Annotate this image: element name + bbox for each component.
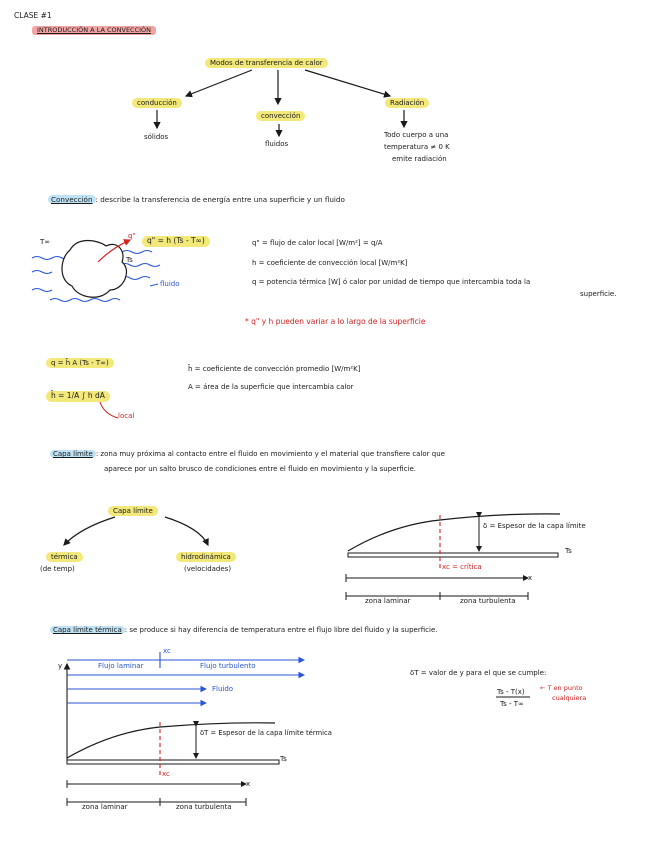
zona-laminar-2: zona laminar [82, 803, 128, 811]
xc-critica-label: xc = crítica [442, 563, 482, 571]
def-area: A = área de la superficie que intercambia calor [188, 383, 354, 391]
solidos-label: sólidos [144, 133, 169, 141]
intro-title: INTRODUCCIÓN A LA CONVECCIÓN [32, 26, 156, 35]
flujo-turbulento-label: Flujo turbulento [200, 662, 256, 670]
xc-plot2-label: xc [162, 770, 170, 778]
conveccion-definition [48, 196, 345, 204]
local-note: local [118, 412, 135, 420]
capa-limite-line-1: : zona muy próxima al contacto entre el fluido en movimiento y el material que transfiere calor que [95, 450, 445, 458]
ts-plot2-label: Ts [280, 755, 287, 763]
delta-t-definition: δT = valor de y para el que se cumple: [410, 669, 547, 677]
delta-t-label: δT = Espesor de la capa límite térmica [200, 729, 332, 737]
hidrodinamica-sub: (velocidades) [184, 565, 232, 573]
zona-turbulenta-2: zona turbulenta [176, 803, 232, 811]
capa-termica-text: : se produce si hay diferencia de temperatura entre el flujo libre del fluido y la superficie. [124, 626, 438, 634]
node-radiacion: Radiación [385, 98, 429, 108]
y-axis-label: y [58, 662, 63, 670]
capa-limite-line-2: aparece por un salto brusco de condiciones entre el fluido en movimiento y la superficie. [104, 465, 417, 473]
q-flux-label: q" [128, 232, 136, 240]
x-axis-label-2: x [246, 780, 251, 788]
termica-sub: (de temp) [40, 565, 75, 573]
capa-termica-term: Capa límite térmica [50, 626, 125, 634]
modes-root: Modos de transferencia de calor [205, 58, 328, 68]
convection-blob-figure [32, 240, 160, 302]
zona-turbulenta-1: zona turbulenta [460, 597, 516, 605]
t-punto-note-1: ← T en punto [540, 684, 583, 692]
t-punto-note-2: cualquiera [552, 694, 587, 702]
node-termica: térmica [46, 552, 83, 562]
capa-limite-term: Capa límite [50, 450, 96, 458]
class-title: CLASE #1 [14, 11, 52, 20]
ts-plot1-label: Ts [565, 547, 572, 555]
radiacion-text-1: Todo cuerpo a una [384, 131, 449, 139]
modes-tree-arrows [157, 70, 404, 136]
def-q-flux: q" = flujo de calor local [W/m²] = q/A [252, 239, 383, 247]
def-h-local: h = coeficiente de convección local [W/m²K] [252, 259, 408, 267]
fluido-label-1: fluido [160, 280, 180, 288]
def-q-power: q = potencia térmica [W] ó calor por unidad de tiempo que intercambia toda la [252, 278, 531, 286]
fraction-denominator: Ts - T∞ [500, 700, 524, 708]
capa-tree-root: Capa límite [108, 506, 158, 516]
red-note: * q" y h pueden variar a lo largo de la superficie [245, 317, 426, 326]
conveccion-def-text: : describe la transferencia de energía entre una superficie y un fluido [95, 195, 345, 204]
fluido-label-2: Fluido [212, 685, 234, 693]
radiacion-text-2: temperatura ≠ 0 K [384, 143, 450, 151]
node-hidrodinamica: hidrodinámica [176, 552, 236, 562]
zona-laminar-1: zona laminar [365, 597, 411, 605]
radiacion-text-3: emite radiación [392, 155, 447, 163]
local-arrow [100, 402, 118, 418]
fraction-numerator: Ts - T(x) [497, 688, 525, 696]
avg-heat-equation: q = h̄ A (Ts - T∞) [46, 358, 114, 368]
def-h-avg: h̄ = coeficiente de convección promedio [W/m²K] [188, 365, 361, 373]
t-inf-label: T∞ [40, 238, 51, 246]
capa-tree-arrows [64, 517, 208, 545]
avg-h-integral: h̄ = 1/A ∫ h dA [46, 391, 110, 402]
conveccion-term: Convección [48, 195, 96, 204]
x-axis-label-1: x [528, 574, 533, 582]
fluidos-label: fluidos [265, 140, 289, 148]
xc-top-label: xc [163, 647, 171, 655]
local-flux-equation: q" = h (Ts - T∞) [142, 236, 210, 247]
capa-limite-definition [50, 450, 445, 458]
node-conduccion: conducción [132, 98, 182, 108]
delta-label: δ = Espesor de la capa límite [483, 522, 586, 530]
def-superficie: superficie. [580, 290, 617, 298]
flujo-laminar-label: Flujo laminar [98, 662, 144, 670]
ts-label: Ts [126, 256, 133, 264]
capa-termica-definition [50, 626, 437, 634]
node-conveccion: convección [256, 111, 305, 121]
